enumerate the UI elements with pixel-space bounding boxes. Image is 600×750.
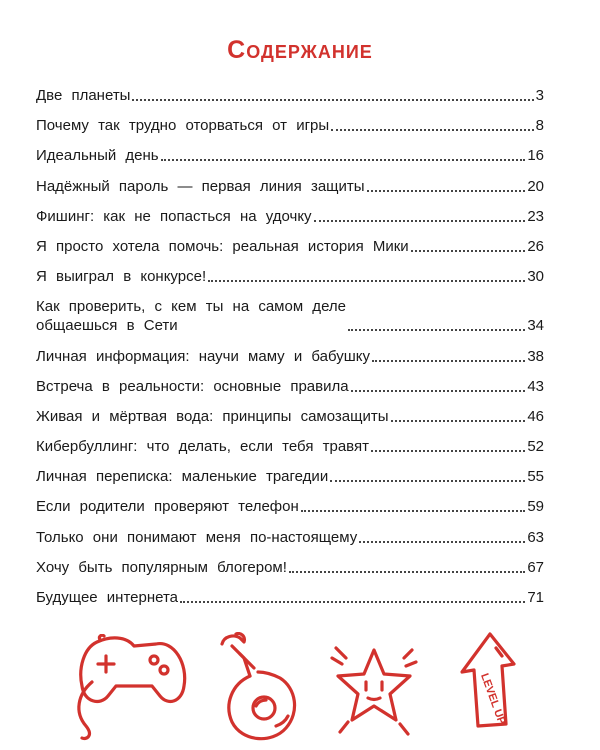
dot-leader	[331, 129, 533, 131]
toc-page-number: 30	[527, 268, 544, 286]
toc-entry[interactable]	[36, 558, 544, 577]
toc-entry-title: Две планеты	[36, 87, 131, 104]
toc-entry[interactable]	[36, 177, 544, 196]
page-title: Содержание	[227, 36, 373, 64]
toc-page-number: 3	[535, 87, 544, 104]
toc-entry[interactable]	[36, 377, 544, 396]
dot-leader	[180, 601, 525, 603]
toc-entry-title: Фишинг: как не попасться на удочку	[36, 207, 312, 225]
decorative-icon-row	[0, 628, 600, 750]
toc-page-number: 34	[527, 317, 544, 335]
toc-entry[interactable]	[36, 116, 544, 135]
toc-page-number: 26	[527, 237, 544, 255]
toc-entry[interactable]	[36, 497, 544, 516]
toc-page-number: 71	[527, 589, 544, 606]
dot-leader	[348, 329, 525, 331]
toc-entry[interactable]	[36, 86, 544, 105]
toc-entry[interactable]	[36, 207, 544, 226]
toc-entry-title: Надёжный пароль — первая линия защиты	[36, 177, 365, 195]
toc-entry-title: Живая и мёртвая вода: принципы самозащиты	[36, 407, 389, 425]
toc-entry-title-line-2: общаешься в Сети	[36, 317, 178, 335]
dot-leader	[391, 420, 526, 422]
dot-leader	[208, 280, 525, 282]
toc-entry-title: Встреча в реальности: основные правила	[36, 377, 349, 395]
dot-leader	[314, 220, 526, 222]
toc-page-number: 52	[527, 438, 544, 456]
dot-leader	[372, 360, 525, 362]
potion-flask-icon	[210, 632, 302, 746]
toc-entry[interactable]	[36, 237, 544, 256]
toc-page-number: 43	[527, 377, 544, 395]
toc-entry[interactable]	[36, 297, 544, 335]
toc-page-number: 20	[527, 177, 544, 195]
toc-entry-title: Если родители проверяют телефон	[36, 498, 299, 516]
toc-entry[interactable]	[36, 437, 544, 456]
toc-entry-title: Будущее интернета	[36, 589, 179, 606]
toc-entry[interactable]	[36, 146, 544, 165]
toc-entry-title: Личная информация: научи маму и бабушку	[36, 347, 371, 365]
toc-entry-title: Личная переписка: маленькие трагедии	[36, 468, 329, 486]
toc-entry[interactable]	[36, 267, 544, 286]
toc-entry-title: Кибербуллинг: что делать, если тебя травят	[36, 438, 369, 456]
toc-page-number: 55	[527, 468, 544, 486]
toc-page-number: 59	[527, 498, 544, 516]
toc-page-number: 46	[527, 407, 544, 425]
dot-leader	[330, 480, 525, 482]
toc-page-number: 16	[527, 147, 544, 165]
dot-leader	[411, 250, 526, 252]
level-up-text: LEVEL UP	[478, 671, 508, 727]
dot-leader	[371, 450, 525, 452]
toc-entry[interactable]	[36, 347, 544, 366]
toc-entry[interactable]	[36, 588, 544, 607]
toc-entry[interactable]	[36, 467, 544, 486]
toc-page-number: 23	[527, 207, 544, 225]
gamepad-icon	[64, 634, 194, 746]
dot-leader	[359, 541, 525, 543]
toc-entry-title: Почему так трудно оторваться от игры	[36, 117, 330, 135]
dot-leader	[367, 190, 526, 192]
dot-leader	[351, 390, 526, 392]
toc-entry-title-line-1: Как проверить, с кем ты на самом деле	[36, 298, 347, 316]
toc-entry-title: Только они понимают меня по-настоящему	[36, 528, 358, 546]
toc-page-number: 67	[527, 558, 544, 576]
toc-entry-title: Я выиграл в конкурсе!	[36, 268, 207, 286]
table-of-contents	[36, 86, 544, 618]
dot-leader	[289, 571, 525, 573]
toc-entry[interactable]	[36, 528, 544, 547]
toc-entry-title: Хочу быть популярным блогером!	[36, 558, 287, 576]
toc-page-number: 8	[535, 117, 544, 135]
level-up-arrow-icon	[444, 630, 530, 746]
toc-entry-title: Идеальный день	[36, 147, 159, 165]
toc-entry-title	[36, 297, 346, 335]
toc-page-number: 38	[527, 347, 544, 365]
dot-leader	[161, 159, 526, 161]
toc-entry-title: Я просто хотела помочь: реальная история Мики	[36, 237, 409, 255]
dot-leader	[132, 99, 533, 101]
toc-page-number: 63	[527, 528, 544, 546]
dot-leader	[301, 510, 526, 512]
star-icon	[326, 636, 422, 740]
toc-entry[interactable]	[36, 407, 544, 426]
